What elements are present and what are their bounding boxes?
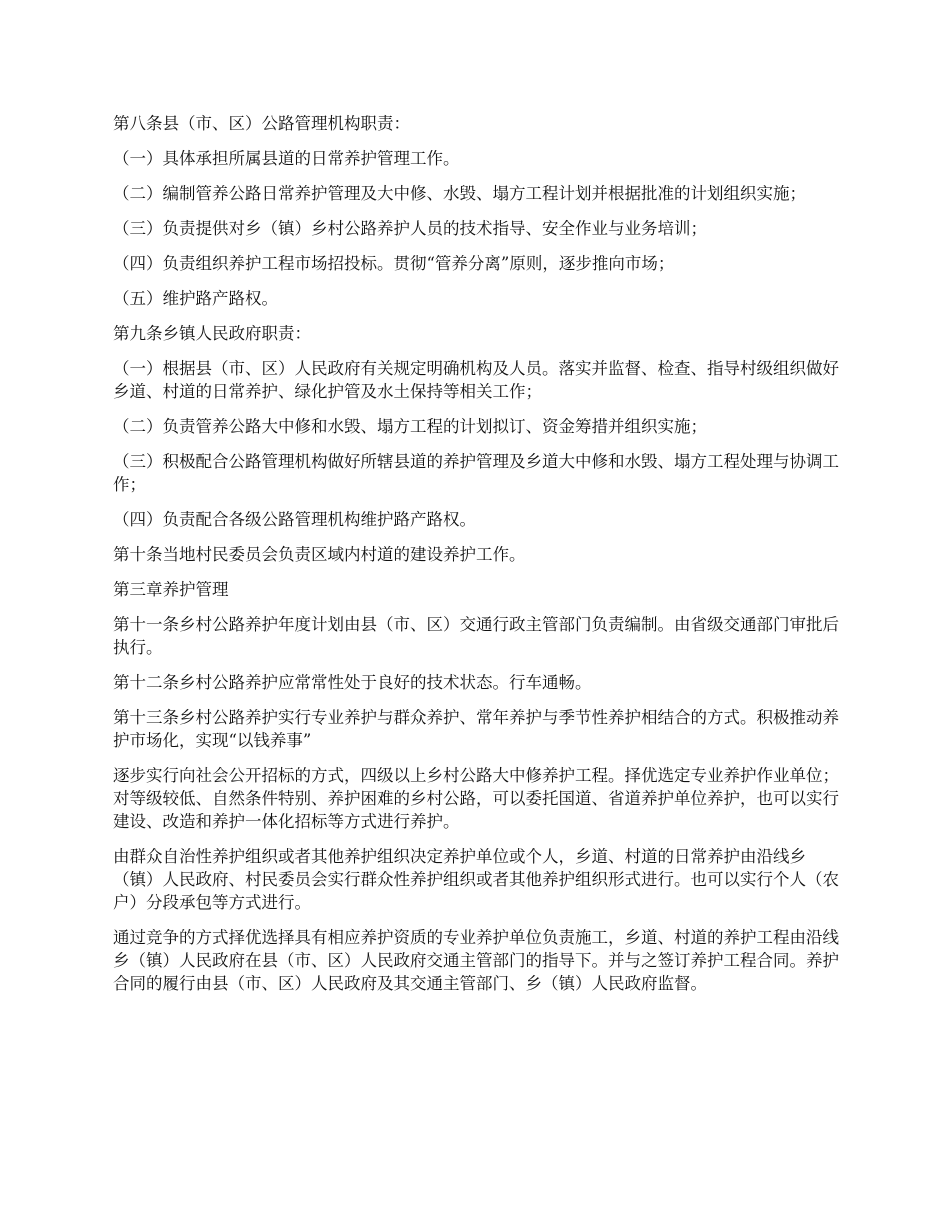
paragraph-article-9-heading: 第九条乡镇人民政府职责： — [113, 324, 311, 343]
paragraph-article-8-item-1: （一）具体承担所属县道的日常养护管理工作。 — [113, 149, 460, 168]
paragraph-article-8-item-3: （三）负责提供对乡（镇）乡村公路养护人员的技术指导、安全作业与业务培训； — [113, 219, 707, 238]
chapter-3-heading: 第三章养护管理 — [113, 580, 229, 599]
paragraph-article-8-item-5: （五）维护路产路权。 — [113, 289, 278, 308]
paragraph-article-9-item-2: （二）负责管养公路大中修和水毁、塌方工程的计划拟订、资金筹措并组织实施； — [113, 417, 707, 436]
paragraph-article-12: 第十二条乡村公路养护应常常性处于良好的技术状态。行车通畅。 — [113, 673, 592, 692]
paragraph-tendering: 逐步实行向社会公开招标的方式，四级以上乡村公路大中修养护工程。择优选定专业养护作业单位；对等级较低、自然条件特别、养护困难的乡村公路，可以委托国道、省道养护单位养护，也可以实行建设、改造和养护一体化招标等方式进行养护。 — [113, 766, 839, 831]
paragraph-article-8-item-2: （二）编制管养公路日常养护管理及大中修、水毁、塌方工程计划并根据批准的计划组织实施； — [113, 184, 806, 203]
paragraph-article-8-heading: 第八条县（市、区）公路管理机构职责： — [113, 114, 410, 133]
paragraph-article-10: 第十条当地村民委员会负责区域内村道的建设养护工作。 — [113, 545, 526, 564]
paragraph-article-11: 第十一条乡村公路养护年度计划由县（市、区）交通行政主管部门负责编制。由省级交通部门审批后执行。 — [113, 615, 839, 657]
paragraph-article-9-item-4: （四）负责配合各级公路管理机构维护路产路权。 — [113, 510, 476, 529]
paragraph-article-9-item-3: （三）积极配合公路管理机构做好所辖县道的养护管理及乡道大中修和水毁、塌方工程处理与协调工作； — [113, 452, 839, 494]
paragraph-community-maintenance: 由群众自治性养护组织或者其他养护组织决定养护单位或个人，乡道、村道的日常养护由沿线乡（镇）人民政府、村民委员会实行群众性养护组织或者其他养护组织形式进行。也可以实行个人（农户）分段承包等方式进行。 — [113, 847, 839, 912]
paragraph-article-8-item-4: （四）负责组织养护工程市场招投标。贯彻“管养分离”原则，逐步推向市场； — [113, 254, 675, 273]
paragraph-competitive-selection: 通过竞争的方式择优选择具有相应养护资质的专业养护单位负责施工，乡道、村道的养护工程由沿线乡（镇）人民政府在县（市、区）人民政府交通主管部门的指导下。并与之签订养护工程合同。养护合同的履行由县（市、区）人民政府及其交通主管部门、乡（镇）人民政府监督。 — [113, 928, 839, 993]
document-body — [113, 112, 843, 1007]
paragraph-article-9-item-1: （一）根据县（市、区）人民政府有关规定明确机构及人员。落实并监督、检查、指导村级组织做好乡道、村道的日常养护、绿化护管及水土保持等相关工作； — [113, 359, 839, 401]
paragraph-article-13: 第十三条乡村公路养护实行专业养护与群众养护、常年养护与季节性养护相结合的方式。积极推动养护市场化，实现“以钱养事” — [113, 708, 839, 750]
